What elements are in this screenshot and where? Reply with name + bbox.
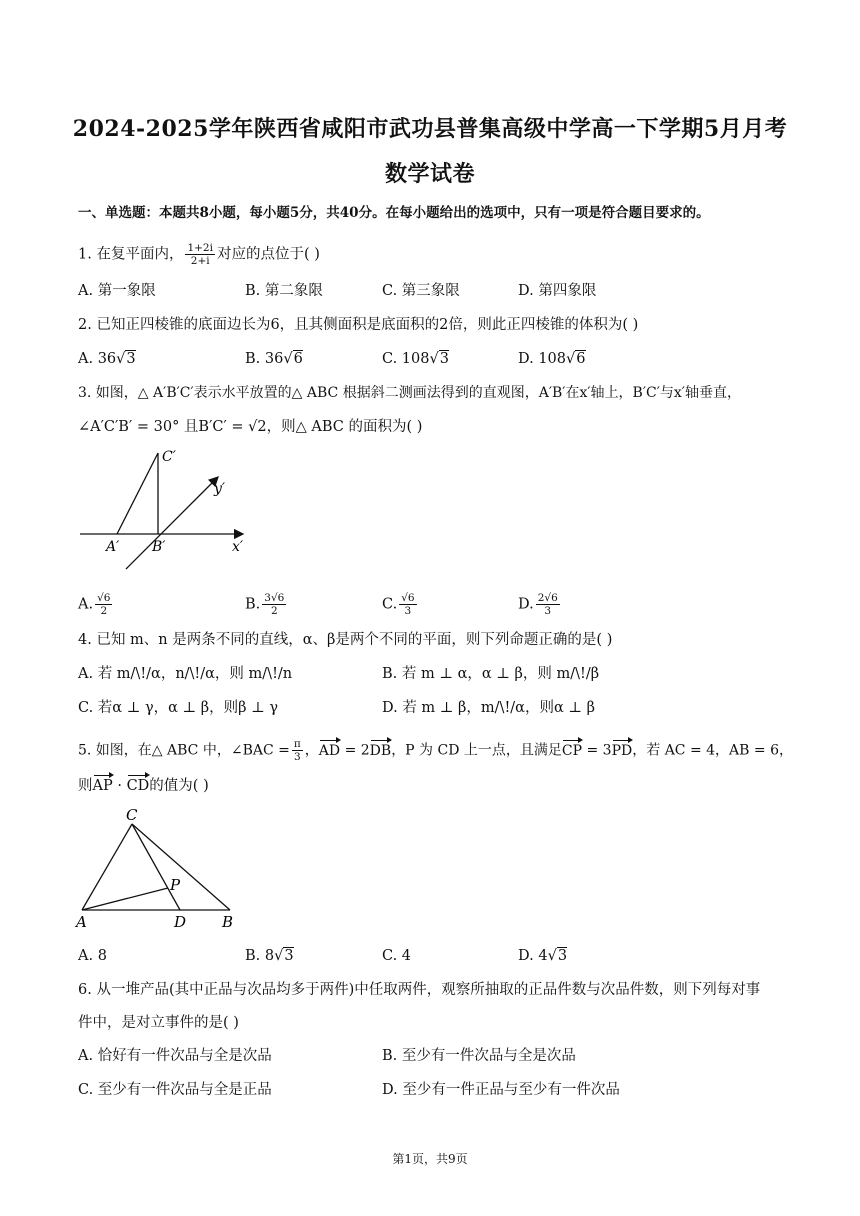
label-b: B′	[152, 539, 166, 555]
q1-option-b: B. 第二象限	[245, 283, 323, 299]
q5-option-d: D. 4√3	[518, 948, 568, 964]
section-header: 一、单选题：本题共8小题，每小题5分，共40分。在每小题给出的选项中，只有一项是符合题目要求的。	[78, 205, 710, 221]
exam-title-line2: 数学试卷	[384, 161, 475, 187]
label-a: A′	[106, 539, 120, 555]
label-c: C′	[162, 449, 176, 465]
q3-option-b: B. $\frac{3√6}{2}$	[245, 592, 285, 617]
page-footer: 第1页，共9页	[392, 1152, 468, 1166]
q6-option-d: D. 至少有一件正品与至少有一件次品	[382, 1082, 620, 1098]
q5-option-c: C. 4	[382, 948, 412, 964]
triangle-figure	[72, 806, 242, 931]
label-d: D	[174, 913, 187, 931]
label-c: C	[126, 806, 138, 824]
q1-option-a: A. 第一象限	[78, 283, 156, 299]
q1-option-c: C. 第三象限	[382, 283, 460, 299]
segment-c-d	[132, 824, 180, 910]
label-x: x′	[232, 539, 244, 555]
question-3-line1: 3. 如图，△ A′B′C′表示水平放置的△ ABC 根据斜二测画法得到的直观图，A′B′在x′轴上，B′C′与x′轴垂直，	[78, 385, 741, 401]
q6-option-c: C. 至少有一件次品与全是正品	[78, 1082, 272, 1098]
y-axis	[126, 477, 218, 569]
label-p: P	[170, 876, 181, 894]
segment-a-c	[117, 453, 158, 534]
question-3-line2: ∠A′C′B′ = 30° 且B′C′ = √2，则△ ABC 的面积为( )	[78, 419, 423, 435]
q2-option-a: A. 36√3	[78, 351, 136, 367]
q4-option-b: B. 若 m ⊥ α，α ⊥ β，则 m/\!/β	[382, 666, 600, 682]
question-6-line2: 件中，是对立事件的是( )	[78, 1015, 239, 1031]
question-4: 4. 已知 m、n 是两条不同的直线，α、β是两个不同的平面，则下列命题正确的是( )	[78, 632, 613, 648]
exam-title-line1: 2024-2025学年陕西省咸阳市武功县普集高级中学高一下学期5月月考	[72, 116, 788, 142]
oblique-projection-figure	[78, 445, 258, 575]
q1-option-d: D. 第四象限	[518, 283, 597, 299]
q4-option-c: C. 若α ⊥ γ，α ⊥ β，则β ⊥ γ	[78, 700, 279, 716]
label-a: A	[76, 913, 87, 931]
q3-option-c: C. $\frac{√6}{3}$	[382, 592, 415, 617]
label-y: y′	[214, 481, 226, 497]
q5-option-a: A. 8	[78, 948, 107, 964]
side-a-c	[82, 824, 132, 910]
q3-option-a: A. $\frac{√6}{2}$	[78, 592, 111, 617]
q2-option-b: B. 36√6	[245, 351, 303, 367]
q6-option-b: B. 至少有一件次品与全是次品	[382, 1048, 576, 1064]
question-6-line1: 6. 从一堆产品(其中正品与次品均多于两件)中任取两件，观察所抽取的正品件数与次品件数，则下列每对事	[78, 982, 761, 998]
q4-option-d: D. 若 m ⊥ β，m/\!/α，则α ⊥ β	[382, 700, 595, 716]
segment-a-p	[82, 888, 168, 910]
question-2: 2. 已知正四棱锥的底面边长为6，且其侧面积是底面积的2倍，则此正四棱锥的体积为( )	[78, 317, 639, 333]
question-1: 1. 在复平面内， $\frac{1+2i}{2+i}$ 对应的点位于( )	[78, 242, 320, 267]
label-b: B	[222, 913, 234, 931]
question-5-line2: 则AP · CD的值为( )	[78, 778, 209, 794]
q4-option-a: A. 若 m/\!/α，n/\!/α，则 m/\!/n	[78, 666, 293, 682]
q2-option-d: D. 108√6	[518, 351, 586, 367]
q5-option-b: B. 8√3	[245, 948, 294, 964]
fraction: $\frac{1+2i}{2+i}$	[187, 242, 213, 267]
side-c-b	[132, 824, 230, 910]
q3-option-d: D. $\frac{2√6}{3}$	[518, 592, 558, 617]
q2-option-c: C. 108√3	[382, 351, 449, 367]
question-5-line1: 5. 如图，在△ ABC 中，∠BAC = $\frac{\pi}{3}$ ，AD = 2DB，P 为 CD 上一点，且满足CP = 3PD，若 AC = 4，AB = 6，	[78, 738, 793, 763]
q6-option-a: A. 恰好有一件次品与全是次品	[78, 1048, 272, 1064]
